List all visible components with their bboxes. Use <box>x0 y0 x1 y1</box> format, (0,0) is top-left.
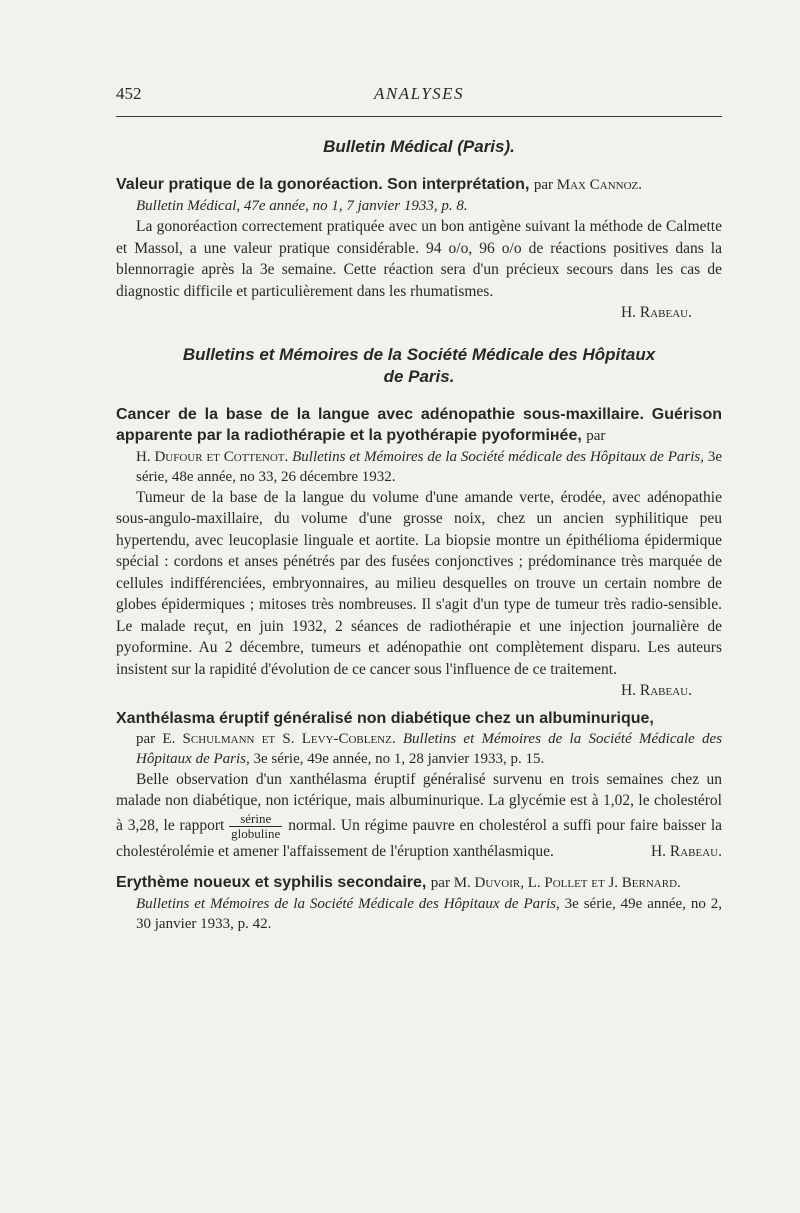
document-page <box>116 84 722 934</box>
author-line: par <box>586 427 606 444</box>
article <box>116 404 722 702</box>
title-text: Erythème noueux et syphilis secondaire, <box>116 874 427 891</box>
title-text: Cancer de la base de la langue avec adénopathie sous-maxillaire. Guérison apparente par la radiothérapie et la pyothérapie pyoformінée, <box>116 405 722 444</box>
article-title <box>116 174 722 196</box>
author-line: par M. Duvoir, L. Pollet et J. Bernard. <box>430 875 681 891</box>
article-body: Tumeur de la base de la langue du volume d'une amande verte, érodée, avec adénopathie sous-angulo-maxillaire, du volume d'une grosse noix, chez un ancien syphilitique peu hypertendu, avec leucoplasie linguale et aortite. La biopsie montre un épithélioma épidermique spécial : cordons et anses pénétrés par des fusées conjonctives ; prédominance très marquée de cellules indifférenciées, embryonnaires, au milieu desquelles on trouve un certain nombre de globes épidermiques ; mitoses très nombreuses. Il s'agit d'un type de tumeur très radio-sensible. Le malade reçut, en juin 1932, 2 séances de radiothérapie et une injection journalière de pyoformine. Au 2 décembre, tumeurs et adénopathie ont complètement disparu. Les auteurs insistent sur la rapidité d'évolution de ce cancer sous l'influence de ce traitement. <box>116 488 722 678</box>
running-title: ANALYSES <box>373 84 465 103</box>
author-line: par Max Cannoz. <box>533 177 642 193</box>
title-text: Xanthélasma éruptif généralisé non diabétique chez un albuminurique, <box>116 709 654 727</box>
article <box>116 872 722 934</box>
article-title <box>116 404 722 447</box>
citation: H. Dufour et Cottenot. Bulletins et Mémoires de la Société médicale des Hôpitaux de Paris, 3e série, 48e année, no 33, 26 décembre 1932. <box>136 448 722 485</box>
article-body: La gonoréaction correctement pratiquée avec un bon antigène suivant la méthode de Calmette et Massol, a une valeur pratique considérable. 94 o/o, 96 o/o de réactions positives dans la blennorragie après la 3e semaine. Cette réaction sera d'un précieux secours dans les cas de diagnostic difficile et particulièrement dans les rhumatismes. <box>116 218 722 300</box>
article-title <box>116 708 722 729</box>
article-body: Belle observation d'un xanthélasma éruptif généralisé survenu en trois semaines chez un malade non diabétique, non ictérique, mais albuminurique. La glycémie est à 1,02, le cholestérol à 3,28, le rapport $\frac{\text{sérine}}{\text{globuline}}$ normal. Un régime pauvre en cholestérol a suffi pour faire baisser la cholestérolémie et amener l'affaissement de l'éruption xanthélasmique. <box>116 770 723 860</box>
journal-heading: Bulletin Médical (Paris). <box>323 137 515 156</box>
journal-heading-line: Bulletins et Mémoires de la Société Médicale des Hôpitaux <box>182 344 656 364</box>
signature: H. Rabeau. <box>620 304 692 321</box>
article-title <box>116 872 722 894</box>
ratio-fraction: $\frac{\text{sérine}}{\text{globuline}}$ <box>231 810 281 841</box>
running-head <box>116 84 722 110</box>
title-text: Valeur pratique de la gonoréaction. Son interprétation, <box>116 176 530 193</box>
signature: H. Rabeau. <box>650 842 722 860</box>
page-number: 452 <box>116 84 142 103</box>
article <box>116 708 722 863</box>
citation: par E. Schulmann et S. Levy-Coblenz. Bulletins et Mémoires de la Société Médicale des Hôpitaux de Paris, 3e série, 49e année, no 1, 28 janvier 1933, p. 15. <box>136 730 723 767</box>
journal-heading <box>116 344 722 388</box>
citation: Bulletin Médical, 47e année, no 1, 7 janvier 1933, p. 8. <box>136 198 468 214</box>
journal-heading-line: de Paris. <box>383 366 455 386</box>
header-rule <box>116 116 722 117</box>
citation: Bulletins et Mémoires de la Société Médicale des Hôpitaux de Paris, 3e série, 49e année, no 2, 30 janvier 1933, p. 42. <box>136 896 723 932</box>
article <box>116 174 722 324</box>
signature: H. Rabeau. <box>620 682 692 699</box>
